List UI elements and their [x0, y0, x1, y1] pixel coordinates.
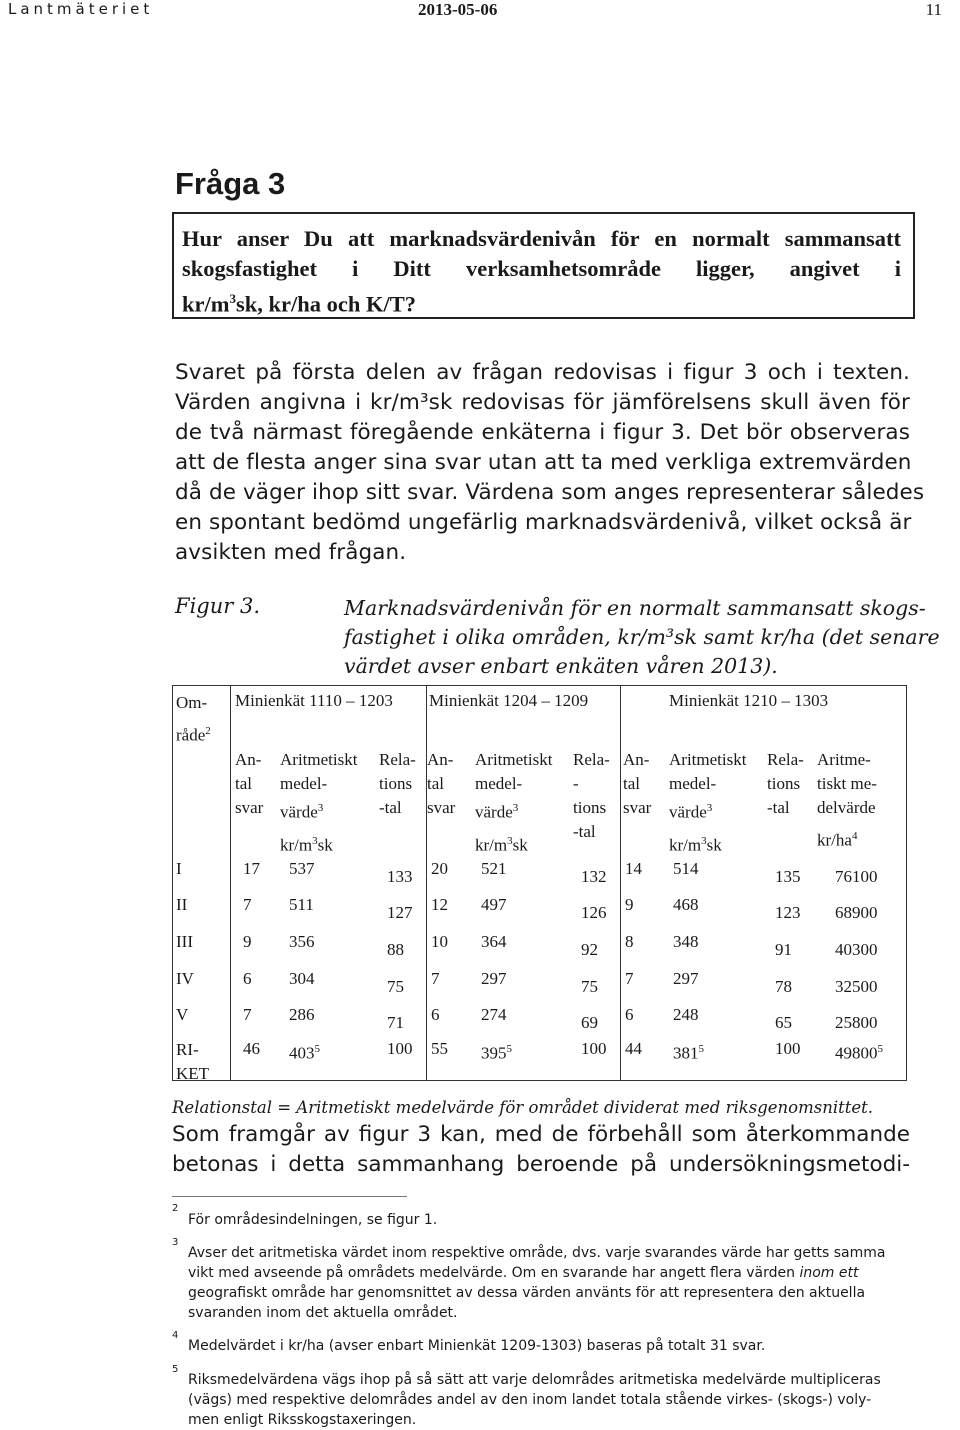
- table-cell: [431, 968, 440, 990]
- footnote-number: 2: [172, 1203, 179, 1214]
- footnote-rule: [172, 1196, 407, 1197]
- caption-line: Marknadsvärdenivån för en normalt sammansatt skogs-: [344, 596, 926, 620]
- hdr-line: [475, 796, 552, 825]
- hdr-line: Aritmetiskt: [669, 750, 747, 769]
- table-cell: [581, 976, 598, 998]
- table-cell: [775, 866, 801, 888]
- cell-value: 537: [289, 859, 315, 878]
- hdr-line: [817, 824, 877, 853]
- table-cell: [775, 902, 801, 924]
- table-divider: [426, 686, 427, 1080]
- body-line: Värden angivna i kr/m³sk redovisas för jämförelsens skull även för: [175, 390, 910, 415]
- row-area-line: RI-: [176, 1040, 199, 1059]
- relation-note: Relationstal = Aritmetiskt medelvärde för området dividerat med riksgenomsnittet.: [172, 1098, 874, 1117]
- cell-value: 497: [481, 895, 507, 914]
- cell-value: 17: [243, 859, 260, 878]
- hdr-line: svar: [427, 798, 456, 817]
- table-cell: [289, 931, 315, 953]
- hdr-line: tions: [379, 774, 413, 793]
- table-cell: [289, 858, 315, 880]
- cell-value: 69: [581, 1013, 598, 1032]
- cell-value: 133: [387, 867, 413, 886]
- superscript: 3: [701, 834, 707, 847]
- table-cell: [673, 931, 699, 953]
- hdr-line: -: [573, 774, 579, 793]
- row-area-label: III: [176, 932, 193, 951]
- cell-value: 348: [673, 932, 699, 951]
- cell-value: 10: [431, 932, 448, 951]
- hdr-text: kr/m: [280, 835, 313, 855]
- footnote-number: 5: [172, 1364, 179, 1375]
- table-cell: [481, 931, 507, 953]
- table-cell: [289, 968, 315, 990]
- row-area-label: IV: [176, 969, 194, 988]
- table-cell: [481, 1038, 512, 1065]
- table-cell: [625, 931, 634, 953]
- table-cell: [243, 858, 260, 880]
- cell-value: 78: [775, 977, 792, 996]
- section-heading: Fråga 3: [175, 166, 286, 201]
- cell-value: 132: [581, 867, 607, 886]
- cell-value: 71: [387, 1013, 404, 1032]
- hdr-line: medel-: [475, 774, 523, 793]
- cell-value: 7: [431, 969, 440, 988]
- table-cell: [673, 858, 699, 880]
- question-line: [182, 284, 901, 320]
- col-header-arit: [280, 748, 357, 857]
- cell-value: 511: [289, 895, 314, 914]
- table-cell: [481, 894, 507, 916]
- cell-value: 76100: [835, 867, 878, 886]
- table-divider: [230, 686, 231, 1080]
- table-cell: [835, 939, 878, 961]
- table-cell: [243, 931, 252, 953]
- footnote-italic: inom ett: [799, 1265, 859, 1281]
- table-cell: [387, 1012, 404, 1034]
- hdr-line: -tal: [379, 798, 402, 817]
- table-cell: [775, 1012, 792, 1034]
- cell-value: 55: [431, 1039, 448, 1058]
- col-header-rel: [767, 748, 804, 820]
- hdr-line: Rela-: [767, 750, 804, 769]
- cell-value: 100: [775, 1039, 801, 1058]
- table-cell: [243, 894, 252, 916]
- figure-caption: [344, 594, 940, 681]
- footnote-number: 3: [172, 1237, 179, 1248]
- hdr-line: An-: [427, 750, 454, 769]
- hdr-line: svar: [235, 798, 264, 817]
- footnote-text: [188, 1243, 885, 1323]
- question-line: skogsfastighet i Ditt verksamhetsområde ligger, angivet i: [182, 256, 901, 281]
- cell-value: 92: [581, 940, 598, 959]
- hdr-line: medel-: [280, 774, 328, 793]
- table-cell: [673, 1004, 699, 1026]
- cell-value: 126: [581, 903, 607, 922]
- footnote-line: svaranden inom det aktuella området.: [188, 1305, 458, 1321]
- cell-value: 49800: [835, 1043, 878, 1063]
- table-cell: [481, 1004, 507, 1026]
- table-cell: [625, 968, 634, 990]
- cell-value: 32500: [835, 977, 878, 996]
- cell-value: 135: [775, 867, 801, 886]
- table-cell: [431, 931, 448, 953]
- cell-value: 40300: [835, 940, 878, 959]
- cell-value: 127: [387, 903, 413, 922]
- cell-value: 7: [625, 969, 634, 988]
- table-cell: [835, 976, 878, 998]
- cell-value: 297: [673, 969, 699, 988]
- footnote-text: [188, 1370, 881, 1430]
- superscript: 5: [506, 1043, 512, 1055]
- footnote-span: vikt med avseende på områdets medelvärde. Om en svarande har angett flera värden: [188, 1265, 800, 1281]
- hdr-line: Aritmetiskt: [475, 750, 553, 769]
- hdr-line: medel-: [669, 774, 717, 793]
- table-cell: [289, 1038, 320, 1065]
- table-cell: [387, 866, 413, 888]
- table-cell: [581, 902, 607, 924]
- cell-value: 20: [431, 859, 448, 878]
- hdr-text: kr/m: [669, 835, 702, 855]
- cell-value: 304: [289, 969, 315, 988]
- table-cell: [289, 894, 314, 916]
- footnote-text: För områdesindelningen, se figur 1.: [188, 1212, 438, 1228]
- hdr-line: An-: [235, 750, 262, 769]
- table-cell: [581, 1012, 598, 1034]
- table-cell: [835, 1012, 878, 1034]
- cell-value: 9: [243, 932, 252, 951]
- table-cell: [387, 939, 404, 961]
- hdr-line: tal: [623, 774, 640, 793]
- table-cell: [387, 902, 413, 924]
- cell-value: 403: [289, 1043, 315, 1063]
- caption-line: fastighet i olika områden, kr/m³sk samt kr/ha (det senare: [344, 625, 940, 649]
- hdr-line: tal: [235, 774, 252, 793]
- row-area-label: I: [176, 859, 182, 878]
- body-line: en spontant bedömd ungefärlig marknadsvärdenivå, vilket också är: [175, 510, 912, 535]
- col-header-rel: [573, 748, 610, 844]
- footnote-line: Avser det aritmetiska värdet inom respektive område, dvs. varje svarandes värde har getts samma: [188, 1245, 886, 1261]
- hdr-line: -tal: [573, 822, 596, 841]
- table-cell: [387, 1038, 413, 1060]
- hdr-line: tions: [767, 774, 801, 793]
- header-org: Lantmäteriet: [8, 0, 154, 18]
- cell-value: 12: [431, 895, 448, 914]
- col-header-antal: [427, 748, 455, 820]
- cell-value: 25800: [835, 1013, 878, 1032]
- superscript: 3: [512, 802, 519, 814]
- hdr-line: delvärde: [817, 798, 876, 817]
- table-cell: [431, 1038, 448, 1060]
- cell-value: 468: [673, 895, 699, 914]
- group-header: Minienkät 1210 – 1303: [669, 691, 829, 710]
- cell-value: 44: [625, 1039, 642, 1058]
- cell-value: 7: [243, 895, 252, 914]
- hdr-text: kr/m: [475, 835, 508, 855]
- table-cell: [775, 976, 792, 998]
- row-area-label: V: [176, 1005, 189, 1024]
- superscript: 2: [205, 725, 211, 737]
- cell-value: 364: [481, 932, 507, 951]
- hdr-text: kr/ha: [817, 830, 852, 850]
- hdr-text: sk: [706, 835, 722, 855]
- table-cell: [673, 1038, 704, 1065]
- body-paragraph: [175, 358, 925, 568]
- table-cell: [387, 976, 404, 998]
- cell-value: 91: [775, 940, 792, 959]
- superscript: 5: [698, 1043, 704, 1055]
- area-header-text: råde: [176, 725, 206, 745]
- question-box: [172, 212, 915, 319]
- row-area-label: [176, 1038, 209, 1086]
- cell-value: 14: [625, 859, 642, 878]
- cell-value: 7: [243, 1005, 252, 1024]
- cell-value: 100: [581, 1039, 607, 1058]
- table-cell: [289, 1004, 315, 1026]
- footnote-line: men enligt Riksskogstaxeringen.: [188, 1412, 417, 1428]
- hdr-line: Aritmetiskt: [280, 750, 358, 769]
- cell-value: 356: [289, 932, 315, 951]
- superscript: 5: [314, 1043, 320, 1055]
- table-cell: [581, 939, 598, 961]
- data-table: [172, 685, 907, 1081]
- footnote-line: [188, 1263, 885, 1283]
- superscript: 3: [507, 834, 513, 847]
- superscript: 3: [317, 802, 324, 814]
- col-header-arit: [669, 748, 746, 857]
- table-cell: [625, 1004, 634, 1026]
- table-cell: [243, 1004, 252, 1026]
- footnote-line: geografiskt område har genomsnittet av dessa värden använts för att representera den aktuella: [188, 1285, 866, 1301]
- hdr-line: [669, 829, 746, 858]
- hdr-text: sk: [317, 835, 333, 855]
- body-line: Svaret på första delen av frågan redovisas i figur 3 och i texten.: [175, 360, 910, 385]
- cell-value: 297: [481, 969, 507, 988]
- hdr-line: Rela-: [379, 750, 416, 769]
- area-header: Om-: [176, 693, 208, 712]
- hdr-line: An-: [623, 750, 650, 769]
- table-cell: [625, 858, 642, 880]
- cell-value: 100: [387, 1039, 413, 1058]
- superscript: 3: [229, 291, 236, 306]
- hdr-line: Aritme-: [817, 750, 871, 769]
- table-cell: [835, 1038, 883, 1065]
- area-header: [176, 720, 211, 747]
- table-cell: [581, 866, 607, 888]
- row-area-label: II: [176, 895, 188, 914]
- superscript: 5: [877, 1043, 883, 1055]
- cell-value: 46: [243, 1039, 260, 1058]
- table-cell: [625, 1038, 642, 1060]
- col-header-antal: [235, 748, 263, 820]
- cell-value: 248: [673, 1005, 699, 1024]
- hdr-line: [280, 829, 357, 858]
- table-cell: [431, 894, 448, 916]
- figure-label: Figur 3.: [175, 594, 261, 618]
- footnote-line: (vägs) med respektive delområdes andel av den inom landet totala stående virkes- (skogs-) voly-: [188, 1392, 872, 1408]
- body-line: att de flesta anger sina svar utan att ta med verkliga extremvärden: [175, 450, 912, 475]
- question-unit: kr/m: [182, 291, 230, 317]
- cell-value: 88: [387, 940, 404, 959]
- table-cell: [431, 1004, 440, 1026]
- body-line: betonas i detta sammanhang beroende på undersökningsmetodi-: [172, 1152, 910, 1177]
- hdr-line: Rela-: [573, 750, 610, 769]
- cell-value: 6: [625, 1005, 634, 1024]
- cell-value: 75: [581, 977, 598, 996]
- footnote-number: 4: [172, 1330, 179, 1341]
- cell-value: 123: [775, 903, 801, 922]
- cell-value: 75: [387, 977, 404, 996]
- caption-line: värdet avser enbart enkäten våren 2013).: [344, 654, 778, 678]
- cell-value: 65: [775, 1013, 792, 1032]
- col-header-antal: [623, 748, 651, 820]
- table-cell: [673, 968, 699, 990]
- body-paragraph-2: [172, 1120, 910, 1180]
- hdr-line: -tal: [767, 798, 790, 817]
- superscript: 3: [706, 802, 713, 814]
- hdr-line: [669, 796, 746, 825]
- table-cell: [581, 1038, 607, 1060]
- cell-value: 514: [673, 859, 699, 878]
- table-cell: [775, 1038, 801, 1060]
- cell-value: 286: [289, 1005, 315, 1024]
- cell-value: 274: [481, 1005, 507, 1024]
- cell-value: 68900: [835, 903, 878, 922]
- group-header: Minienkät 1110 – 1203: [235, 691, 393, 710]
- superscript: 4: [851, 830, 858, 842]
- table-cell: [835, 866, 878, 888]
- question-line: Hur anser Du att marknadsvärdenivån för en normalt sammansatt: [182, 226, 901, 251]
- table-cell: [431, 858, 448, 880]
- group-header: Minienkät 1204 – 1209: [429, 691, 589, 710]
- body-line: då de väger ihop sitt svar. Värdena som anges representerar således: [175, 480, 925, 505]
- body-line: Som framgår av figur 3 kan, med de förbehåll som återkommande: [172, 1122, 910, 1147]
- hdr-line: svar: [623, 798, 652, 817]
- col-header-kr-ha: [817, 748, 877, 853]
- question-unit-rest: sk, kr/ha och K/T?: [236, 291, 417, 317]
- col-header-rel: [379, 748, 416, 820]
- hdr-text: värde: [475, 802, 513, 822]
- col-header-arit: [475, 748, 552, 857]
- table-cell: [673, 894, 699, 916]
- superscript: 3: [312, 834, 318, 847]
- footnote-text: Medelvärdet i kr/ha (avser enbart Minienkät 1209-1303) baseras på totalt 31 svar.: [188, 1338, 766, 1354]
- cell-value: 521: [481, 859, 507, 878]
- body-line: avsikten med frågan.: [175, 540, 407, 565]
- body-line: de två närmast föregående enkäterna i figur 3. Det bör observeras: [175, 420, 910, 445]
- cell-value: 6: [243, 969, 252, 988]
- row-area-line: KET: [176, 1064, 210, 1083]
- table-cell: [243, 1038, 260, 1060]
- table-cell: [835, 902, 878, 924]
- table-cell: [625, 894, 634, 916]
- hdr-line: tiskt me-: [817, 774, 877, 793]
- table-cell: [481, 858, 507, 880]
- table-cell: [243, 968, 252, 990]
- footnote-line: Riksmedelvärdena vägs ihop på så sätt att varje delområdes aritmetiska medelvärde multipliceras: [188, 1372, 881, 1388]
- cell-value: 395: [481, 1043, 507, 1063]
- hdr-text: värde: [280, 802, 318, 822]
- header-date: 2013-05-06: [418, 0, 498, 19]
- hdr-line: tions: [573, 798, 607, 817]
- cell-value: 6: [431, 1005, 440, 1024]
- table-divider: [620, 686, 621, 1080]
- page-number: 11: [925, 0, 942, 19]
- table-cell: [775, 939, 792, 961]
- hdr-text: värde: [669, 802, 707, 822]
- hdr-line: tal: [427, 774, 444, 793]
- hdr-text: sk: [512, 835, 528, 855]
- cell-value: 381: [673, 1043, 699, 1063]
- table-cell: [481, 968, 507, 990]
- cell-value: 9: [625, 895, 634, 914]
- cell-value: 8: [625, 932, 634, 951]
- hdr-line: [280, 796, 357, 825]
- hdr-line: [475, 829, 552, 858]
